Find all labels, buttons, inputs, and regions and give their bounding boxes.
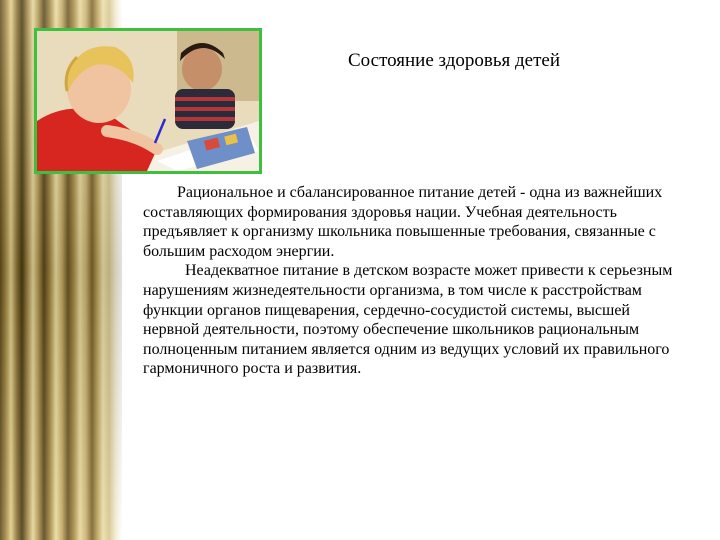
slide-body (143, 183, 688, 379)
photo-illustration (37, 31, 259, 171)
paragraph-inadequate-nutrition: Неадекватное питание в детском возрасте может привести к серьезным нарушениям жизнедеятельности организма, в том числе к расстройствам функции органов пищеварения, сердечно-сосудистой системы, высшей нервной деятельности, поэтому обеспечение школьников рациональным полноценным питанием является одним из ведущих условий их правильного гармоничного роста и развития. (143, 262, 673, 378)
paragraph-nutrition-importance: Рациональное и сбалансированное питание детей - одна из важнейших составляющих формирования здоровья нации. Учебная деятельность предъявляет к организму школьника повышенные требования, связанные с большим расходом энергии. (143, 184, 663, 260)
slide-title: Состояние здоровья детей (348, 50, 560, 71)
children-studying-photo (34, 28, 262, 174)
